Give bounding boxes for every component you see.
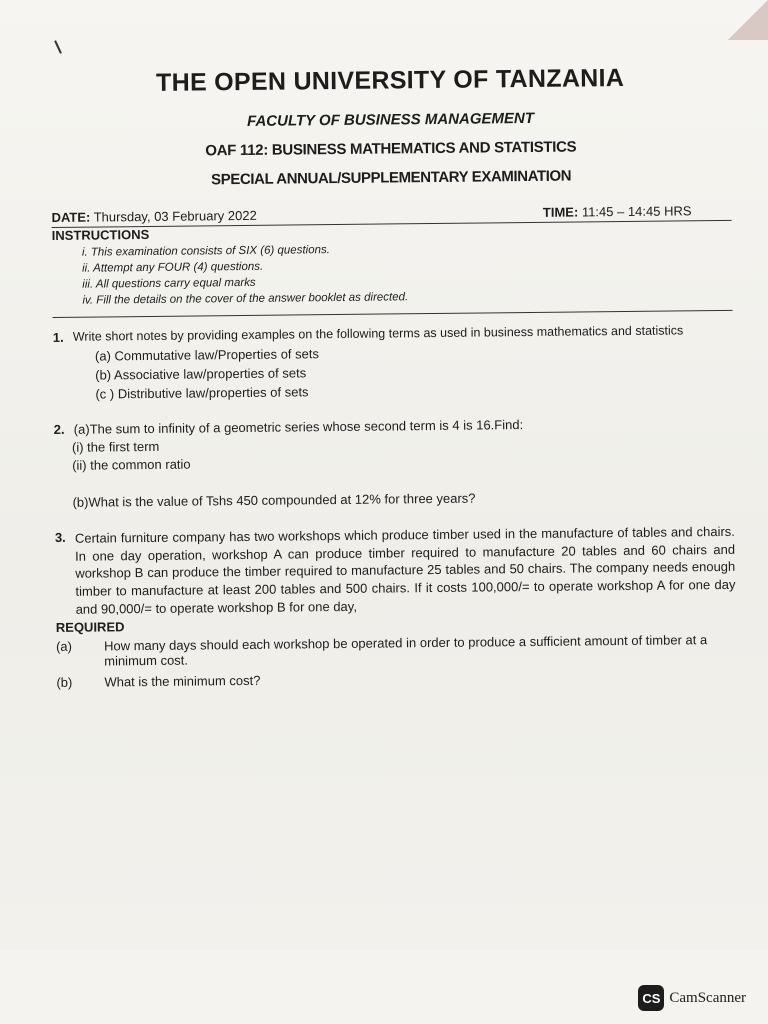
instruction-item: i. This examination consists of SIX (6) questions. <box>81 244 330 259</box>
instruction-item: ii. Attempt any FOUR (4) questions. <box>82 260 264 275</box>
time-label: TIME: <box>542 204 579 220</box>
question-number: 2. <box>53 421 65 437</box>
part-text: How many days should each workshop be operated in order to produce a sufficient amount of timber at a minimum cost. <box>103 632 708 669</box>
question-subitem: (b) Associative law/properties of sets <box>95 365 307 383</box>
question-subitem: (i) the first term <box>71 438 160 455</box>
instructions-title: INSTRUCTIONS <box>51 226 150 243</box>
university-title: THE OPEN UNIVERSITY OF TANZANIA <box>155 63 625 97</box>
faculty-title: FACULTY OF BUSINESS MANAGEMENT <box>246 109 535 130</box>
question-subitem: (a) Commutative law/Properties of sets <box>94 346 320 364</box>
part-label: (b) <box>56 675 73 691</box>
question-text: Write short notes by providing examples on the following terms as used in business mathematics and statistics <box>72 323 684 344</box>
question-subitem: (c ) Distributive law/properties of sets <box>95 384 309 402</box>
question-text: Certain furniture company has two workshops which produce timber used in the manufacture of tables and chairs. In one day operation, workshop A can produce timber required to manufacture 20 tables and 60 chairs and workshop B can produce the timber required to manufacture 25 tables and 50 chairs. The company needs enough timber to manufacture at least 200 tables and 500 chairs. If it costs 100,000/= to operate workshop A for one day and 90,000/= to operate workshop B for one day, <box>74 523 736 617</box>
question-part <box>56 632 736 669</box>
question-number: 3. <box>54 529 66 545</box>
instruction-item: iii. All questions carry equal marks <box>82 276 256 291</box>
question-part-b: (b)What is the value of Tshs 450 compounded at 12% for three years? <box>72 490 476 510</box>
instructions-list <box>52 240 733 307</box>
question-number: 1. <box>52 329 64 345</box>
page-corner <box>728 0 768 40</box>
camscanner-icon: CS <box>638 985 664 1011</box>
question-part <box>56 668 736 690</box>
course-title: OAF 112: BUSINESS MATHEMATICS AND STATISTICS <box>205 138 577 160</box>
exam-page <box>50 63 737 710</box>
camscanner-watermark <box>638 985 746 1011</box>
time-value: 11:45 – 14:45 HRS <box>581 203 692 220</box>
required-heading: REQUIRED <box>55 619 125 636</box>
divider <box>53 310 733 318</box>
exam-title: SPECIAL ANNUAL/SUPPLEMENTARY EXAMINATION <box>210 167 572 189</box>
question-text: (a)The sum to infinity of a geometric series whose second term is 4 is 16.Find: <box>73 417 524 437</box>
part-text: What is the minimum cost? <box>104 673 261 690</box>
question-1 <box>53 323 734 402</box>
question-subitem: (ii) the common ratio <box>72 456 191 473</box>
time-field <box>543 203 692 220</box>
part-label: (a) <box>55 639 73 655</box>
date-label: DATE: <box>51 209 91 225</box>
date-value: Thursday, 03 February 2022 <box>93 207 257 225</box>
question-2 <box>54 415 735 510</box>
camscanner-text: CamScanner <box>669 989 746 1006</box>
question-3 <box>55 523 737 690</box>
instruction-item: iv. Fill the details on the cover of the answer booklet as directed. <box>82 291 409 307</box>
date-field <box>51 208 256 225</box>
